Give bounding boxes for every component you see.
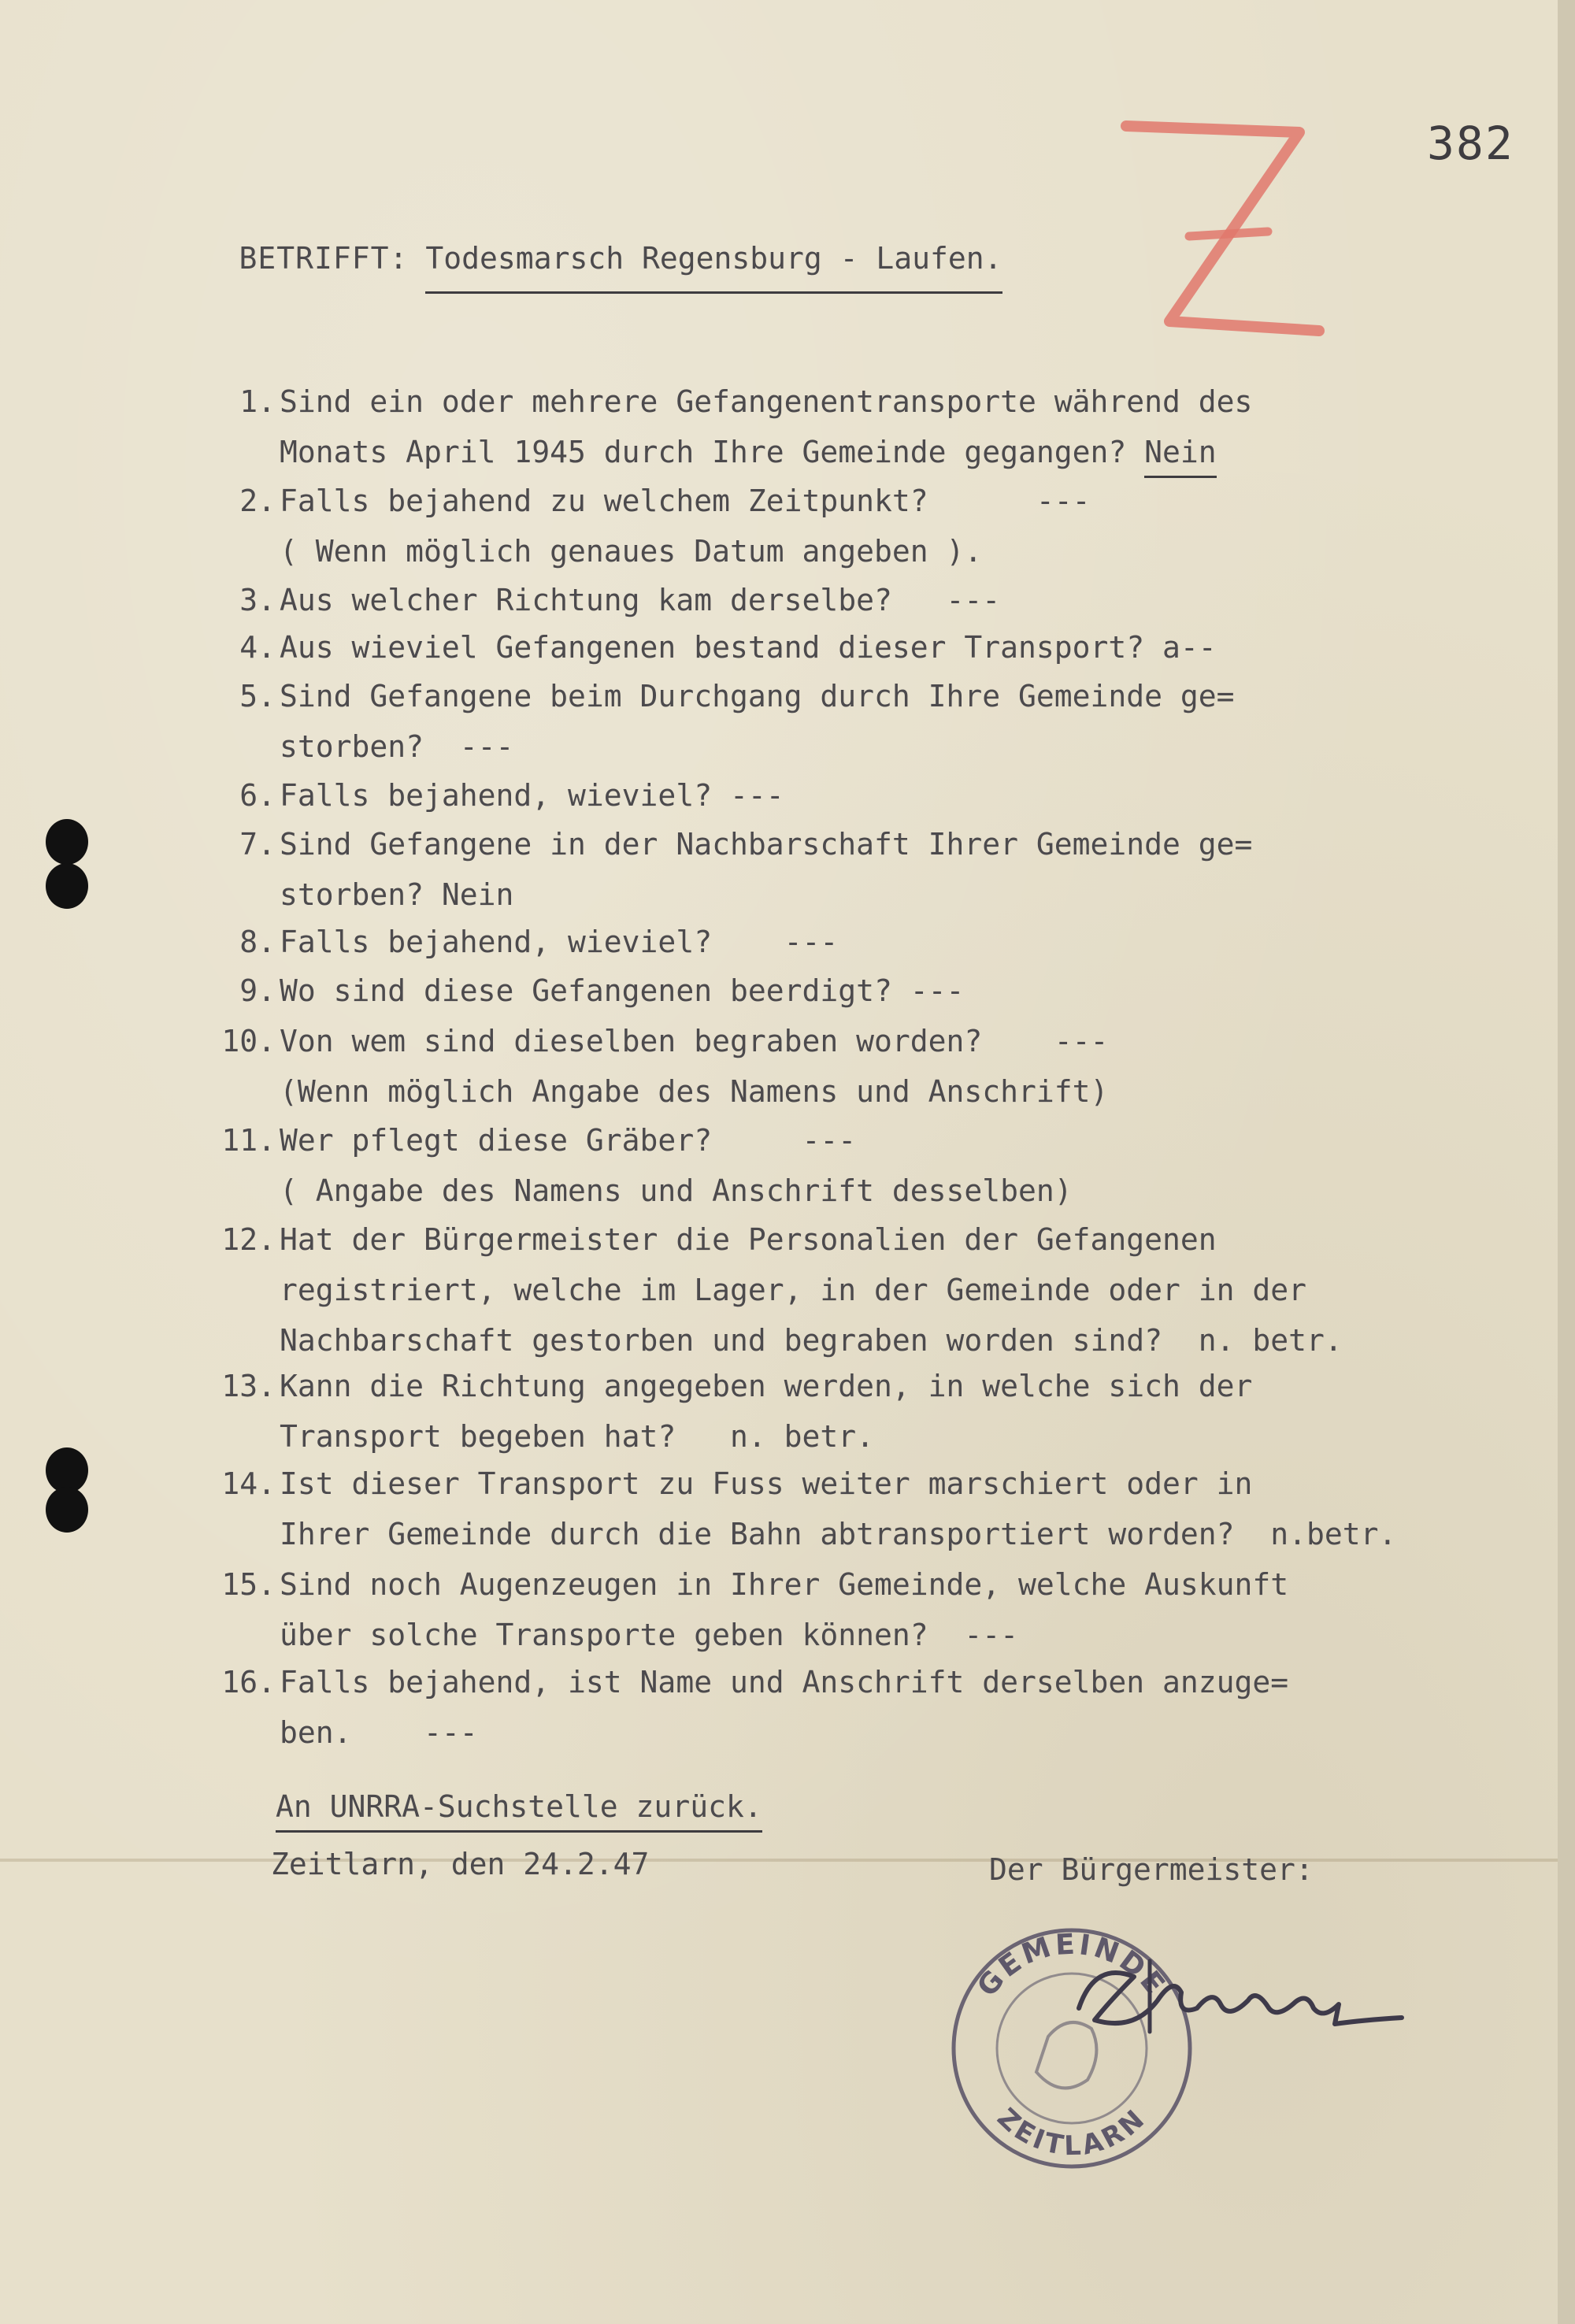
place-date: Zeitlarn, den 24.2.47 xyxy=(271,1847,650,1881)
question-text: Sind ein oder mehrere Gefangenentransporte während des xyxy=(280,384,1253,419)
question-number: 13. xyxy=(221,1369,276,1403)
question-line xyxy=(280,1265,1306,1315)
question-line xyxy=(280,427,1217,477)
question-line xyxy=(280,1411,874,1462)
question-text: über solche Transporte geben können? --- xyxy=(280,1618,1018,1652)
question-number: 11. xyxy=(221,1123,276,1158)
question-line xyxy=(280,869,513,920)
question-line xyxy=(280,917,838,967)
punch-holes-top xyxy=(46,819,93,914)
question-line xyxy=(280,1610,1018,1660)
question-text: Falls bejahend, ist Name und Anschrift derselben anzuge= xyxy=(280,1665,1289,1699)
question-text: Von wem sind dieselben begraben worden? --- xyxy=(280,1024,1109,1058)
punch-holes-bottom xyxy=(46,1447,93,1542)
question-line xyxy=(280,1509,1396,1559)
question-text: Kann die Richtung angegeben werden, in welche sich der xyxy=(280,1369,1253,1403)
red-z-mark-icon xyxy=(1110,117,1347,353)
svg-text:ZEITLARN: ZEITLARN xyxy=(991,2102,1153,2163)
question-line xyxy=(280,671,1235,721)
question-text: ben. --- xyxy=(280,1715,478,1750)
question-line xyxy=(280,1166,1073,1216)
question-line xyxy=(280,1016,1108,1066)
question-number: 4. xyxy=(239,630,276,665)
question-line xyxy=(280,1707,478,1758)
paper-fold xyxy=(0,1859,1575,1862)
question-answer: Nein xyxy=(1144,435,1217,478)
page-number: 382 xyxy=(1427,117,1514,170)
question-line xyxy=(280,1559,1288,1610)
question-number: 16. xyxy=(221,1665,276,1699)
subject-text: Todesmarsch Regensburg - Laufen. xyxy=(425,241,1002,294)
question-number: 9. xyxy=(239,973,276,1008)
question-text: (Wenn möglich Angabe des Namens und Anschrift) xyxy=(280,1074,1109,1109)
question-text: Monats April 1945 durch Ihre Gemeinde gegangen? xyxy=(280,435,1145,469)
question-line xyxy=(280,1361,1252,1411)
question-line xyxy=(280,1214,1217,1265)
question-line xyxy=(280,721,513,772)
question-line xyxy=(280,575,1000,625)
question-text: Falls bejahend, wieviel? --- xyxy=(280,925,839,959)
question-line xyxy=(280,770,784,821)
question-text: ( Wenn möglich genaues Datum angeben ). xyxy=(280,534,983,569)
question-number: 12. xyxy=(221,1222,276,1257)
question-number: 8. xyxy=(239,925,276,959)
subject-label: BETRIFFT: xyxy=(239,241,409,276)
question-text: registriert, welche im Lager, in der Gemeinde oder in der xyxy=(280,1273,1307,1307)
question-text: Sind noch Augenzeugen in Ihrer Gemeinde, welche Auskunft xyxy=(280,1567,1289,1602)
return-note: An UNRRA-Suchstelle zurück. xyxy=(276,1789,762,1833)
question-line xyxy=(280,376,1252,427)
question-number: 5. xyxy=(239,679,276,714)
paper-edge xyxy=(1558,0,1575,2324)
question-text: Wer pflegt diese Gräber? --- xyxy=(280,1123,857,1158)
question-text: storben? Nein xyxy=(280,877,514,912)
question-number: 10. xyxy=(221,1024,276,1058)
question-number: 6. xyxy=(239,778,276,813)
question-line xyxy=(280,819,1252,869)
question-number: 3. xyxy=(239,583,276,617)
question-number: 1. xyxy=(239,384,276,419)
question-line xyxy=(280,476,1091,526)
question-line xyxy=(280,1115,856,1166)
mayor-label: Der Bürgermeister: xyxy=(989,1852,1314,1887)
question-text: Sind Gefangene in der Nachbarschaft Ihrer Gemeinde ge= xyxy=(280,827,1253,862)
question-text: Aus welcher Richtung kam derselbe? --- xyxy=(280,583,1001,617)
question-line xyxy=(280,622,1217,673)
question-text: Hat der Bürgermeister die Personalien der Gefangenen xyxy=(280,1222,1217,1257)
question-text: Wo sind diese Gefangenen beerdigt? --- xyxy=(280,973,965,1008)
svg-text:GEMEINDE: GEMEINDE xyxy=(971,1928,1173,2003)
question-text: storben? --- xyxy=(280,729,514,764)
question-text: Nachbarschaft gestorben und begraben worden sind? n. betr. xyxy=(280,1323,1343,1358)
mayor-signature xyxy=(1063,1945,1410,2055)
subject-line xyxy=(167,206,1002,328)
question-line xyxy=(280,1459,1252,1509)
question-number: 15. xyxy=(221,1567,276,1602)
question-number: 7. xyxy=(239,827,276,862)
question-text: Sind Gefangene beim Durchgang durch Ihre Gemeinde ge= xyxy=(280,679,1235,714)
question-text: Aus wieviel Gefangenen bestand dieser Transport? a-- xyxy=(280,630,1217,665)
question-number: 14. xyxy=(221,1466,276,1501)
question-text: Falls bejahend, wieviel? --- xyxy=(280,778,784,813)
question-number: 2. xyxy=(239,484,276,518)
question-line xyxy=(280,1657,1288,1707)
question-text: Ist dieser Transport zu Fuss weiter marschiert oder in xyxy=(280,1466,1253,1501)
question-text: Transport begeben hat? n. betr. xyxy=(280,1419,874,1454)
question-line xyxy=(280,966,964,1016)
question-text: Ihrer Gemeinde durch die Bahn abtransportiert worden? n.betr. xyxy=(280,1517,1397,1551)
question-text: ( Angabe des Namens und Anschrift desselben) xyxy=(280,1173,1073,1208)
question-text: Falls bejahend zu welchem Zeitpunkt? --- xyxy=(280,484,1091,518)
question-line xyxy=(280,526,982,576)
question-line xyxy=(280,1315,1343,1366)
question-line xyxy=(280,1066,1108,1117)
